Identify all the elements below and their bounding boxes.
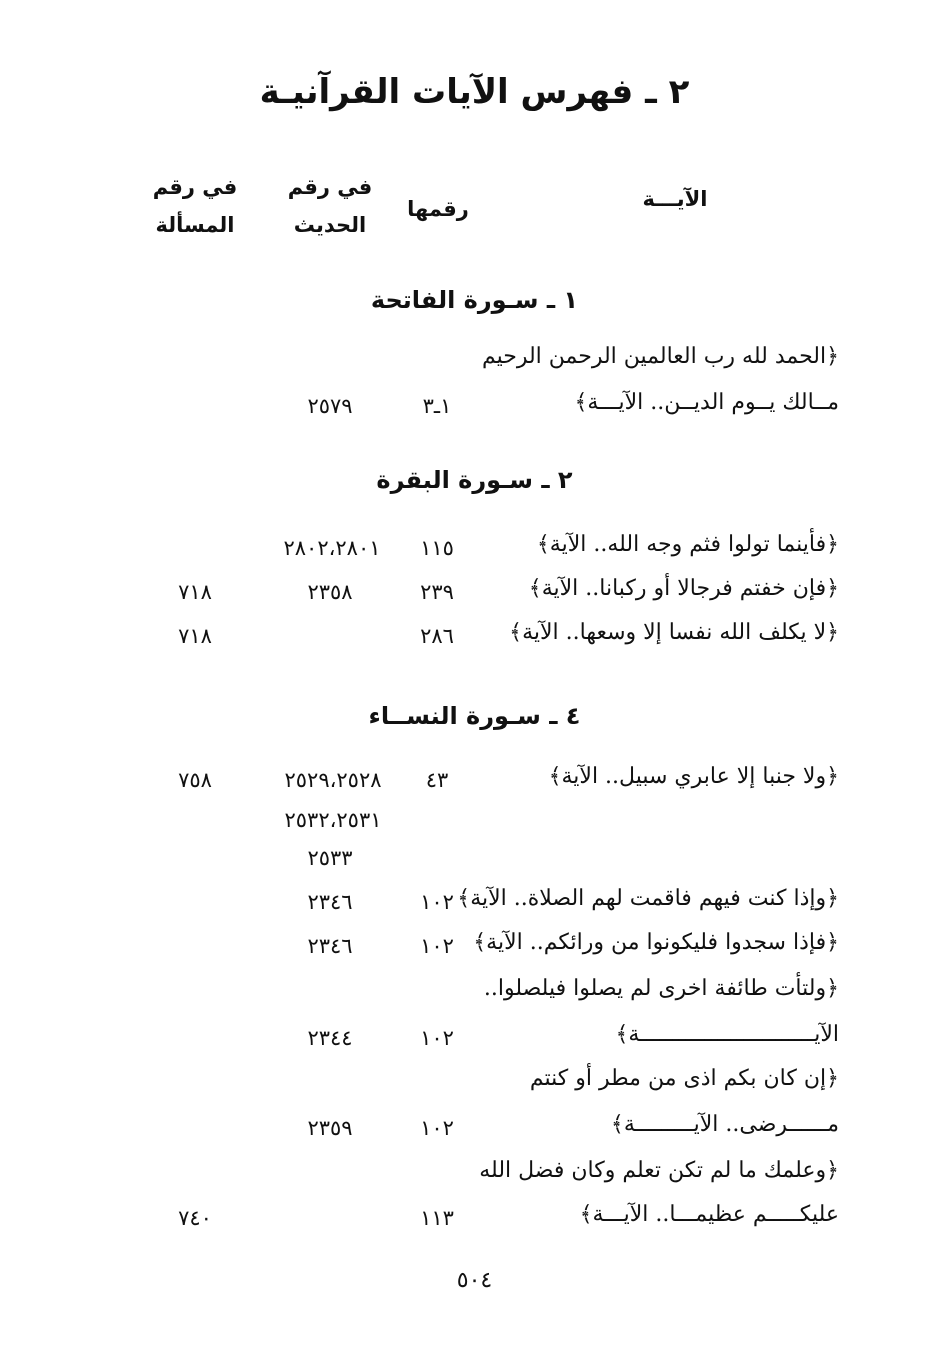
header-hadith: [270, 168, 390, 244]
ayah-number: ١٠٢: [420, 1116, 454, 1140]
hadith-number: ٢٣٤٤: [307, 1026, 353, 1050]
hadith-number: ٢٥٢٩،٢٥٢٨: [284, 768, 382, 792]
sura-title: ١ ـ سـورة الفاتحة: [370, 286, 579, 314]
verse-line: ﴿لا يكلف الله نفسا إلا وسعها.. الآية﴾: [509, 620, 839, 645]
verse-line: ﴿فإن خفتم فرجالا أو ركبانا.. الآية﴾: [528, 576, 839, 601]
sura-title: ٤ ـ سـورة النســاء: [368, 702, 581, 730]
verse-line: ﴿فأينما تولوا فثم وجه الله.. الآية﴾: [536, 532, 839, 557]
hadith-number: ٢٣٥٨: [307, 580, 353, 604]
verse-line: ﴿وإذا كنت فيهم فاقمت لهم الصلاة.. الآية﴾: [457, 886, 839, 911]
masala-number: ٧٥٨: [178, 768, 212, 792]
page-number: ٥٠٤: [456, 1268, 493, 1293]
header-hadith-line2: الحديث: [293, 213, 367, 237]
header-ayah: الآيـــة: [642, 187, 708, 211]
verse-line: الآيـــــــــــــــــــــــــــة﴾: [615, 1022, 839, 1047]
header-masala-line1: في رقم: [152, 175, 238, 199]
verse-line: مــــــرضى.. الآيـــــــــة﴾: [610, 1112, 839, 1137]
masala-number: ٧١٨: [178, 580, 212, 604]
hadith-number: ٢٣٤٦: [307, 890, 353, 914]
ayah-number: ١ـ٣: [422, 394, 452, 418]
ayah-number: ٢٨٦: [420, 624, 454, 648]
header-masala-line2: المسألة: [155, 213, 235, 237]
verse-line: ﴿الحمد لله رب العالمين الرحمن الرحيم: [481, 344, 839, 369]
hadith-number: ٢٥٣٣: [307, 846, 353, 870]
sura-title: ٢ ـ سـورة البقرة: [376, 466, 573, 494]
hadith-number: ٢٣٤٦: [307, 934, 353, 958]
verse-line: ﴿ولا جنبا إلا عابري سبيل.. الآية﴾: [548, 764, 839, 789]
masala-number: ٧٤٠: [178, 1206, 212, 1230]
ayah-number: ١١٥: [420, 536, 454, 560]
hadith-number: ٢٣٥٩: [307, 1116, 353, 1140]
header-number: رقمها: [407, 197, 469, 221]
ayah-number: ١١٣: [420, 1206, 454, 1230]
ayah-number: ١٠٢: [420, 1026, 454, 1050]
hadith-number: ٢٥٣٢،٢٥٣١: [284, 808, 382, 832]
verse-line: عليكـــــم عظيمـــا.. الآيـــة﴾: [579, 1202, 839, 1227]
hadith-number: ٢٥٧٩: [307, 394, 353, 418]
verse-line: ﴿ولتأت طائفة اخرى لم يصلوا فيلصلوا..: [483, 976, 839, 1001]
header-hadith-line1: في رقم: [287, 175, 373, 199]
header-masala: [135, 168, 255, 244]
verse-line: مــالك يــوم الديــن.. الآيـــة﴾: [574, 390, 839, 415]
ayah-number: ٤٣: [425, 768, 449, 792]
verse-line: ﴿فإذا سجدوا فليكونوا من ورائكم.. الآية﴾: [473, 930, 839, 955]
verse-line: ﴿إن كان بكم اذى من مطر أو كنتم: [529, 1066, 839, 1091]
verse-line: ﴿وعلمك ما لم تكن تعلم وكان فضل الله: [479, 1158, 839, 1183]
masala-number: ٧١٨: [178, 624, 212, 648]
ayah-number: ١٠٢: [420, 934, 454, 958]
hadith-number: ٢٨٠٢،٢٨٠١: [283, 536, 381, 560]
ayah-number: ١٠٢: [420, 890, 454, 914]
ayah-number: ٢٣٩: [420, 580, 454, 604]
page-title: ٢ ـ فهرس الآيات القرآنيـة: [259, 72, 690, 112]
